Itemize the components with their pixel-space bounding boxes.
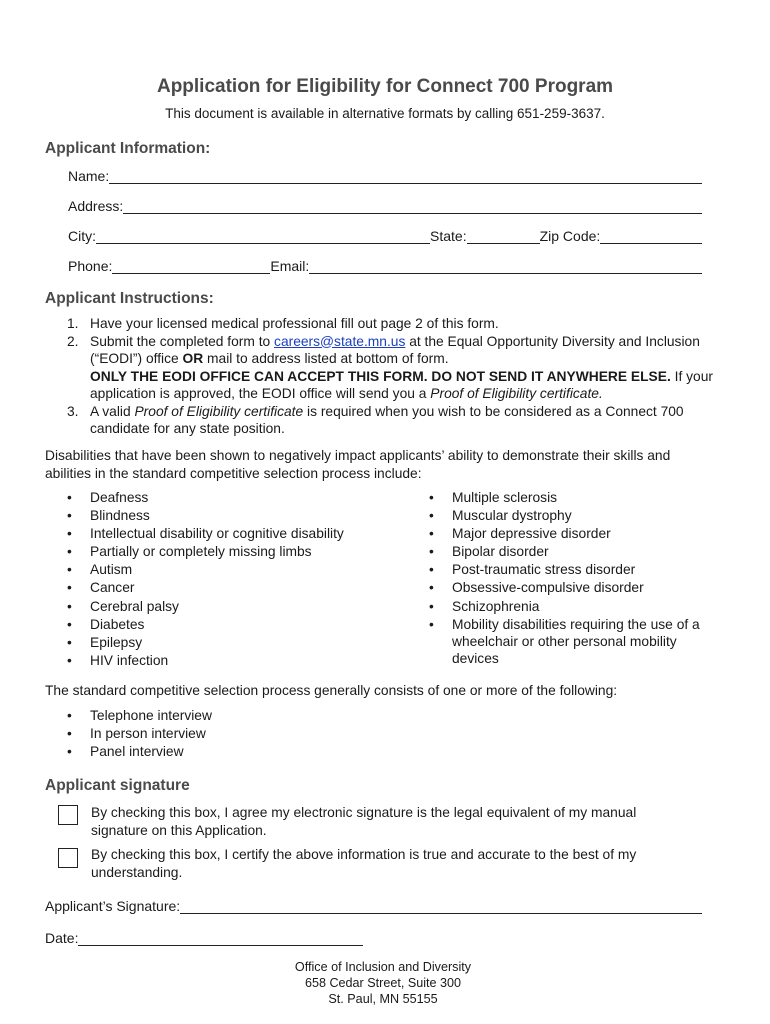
careers-email-link[interactable]: careers@state.mn.us <box>274 333 406 349</box>
instruction-text: is required when you wish to be considered as a Connect 700 candidate for any state position. <box>90 403 684 436</box>
footer-address <box>0 959 766 1007</box>
disabilities-list-left <box>67 489 407 670</box>
name-row <box>68 166 702 184</box>
list-item: • Diabetes <box>67 616 407 634</box>
email-field[interactable] <box>309 259 702 274</box>
bullet-icon: • <box>429 544 434 560</box>
name-field[interactable] <box>109 169 702 184</box>
bullet-icon: • <box>429 526 434 542</box>
footer-office: Office of Inclusion and Diversity <box>294 960 472 974</box>
instruction-number: 1. <box>67 316 79 331</box>
bullet-icon: • <box>67 744 72 760</box>
instruction-text: at the Equal Opportunity Diversity and Inclusion (“EODI”) office <box>90 333 700 366</box>
bullet-icon: • <box>67 652 72 668</box>
address-field[interactable] <box>123 199 702 214</box>
page-title: Application for Eligibility for Connect 700 Program <box>156 76 614 97</box>
footer-street: 658 Cedar Street, Suite 300 <box>304 976 462 990</box>
certificate-name: Proof of Eligibility certificate <box>134 403 304 419</box>
phone-label: Phone: <box>68 258 113 274</box>
name-label: Name: <box>68 168 110 184</box>
bullet-icon: • <box>429 580 434 596</box>
list-item: • Obsessive-compulsive disorder <box>429 579 724 597</box>
instruction-text: A valid <box>90 403 135 419</box>
esignature-consent-checkbox[interactable] <box>58 805 78 825</box>
instruction-text: If your application is approved, the EODI office will send you a <box>90 368 713 401</box>
list-item: • Major depressive disorder <box>429 525 724 543</box>
list-item: • Partially or completely missing limbs <box>67 543 407 561</box>
date-row <box>45 928 363 946</box>
bullet-icon: • <box>67 562 72 578</box>
disabilities-intro: Disabilities that have been shown to negatively impact applicants’ ability to demonstrate their skills and abilities in the standard competitive selection process include: <box>45 448 671 481</box>
signature-heading: Applicant signature <box>45 777 190 794</box>
signature-row <box>45 896 702 914</box>
zip-field[interactable] <box>600 229 702 244</box>
list-item: • Multiple sclerosis <box>429 489 724 507</box>
selection-intro: The standard competitive selection process generally consists of one or more of the following: <box>45 683 618 698</box>
instruction-text: Submit the completed form to <box>90 333 275 349</box>
accuracy-certify-text: By checking this box, I certify the above information is true and accurate to the best of my understanding. <box>91 847 637 880</box>
email-label: Email: <box>270 258 310 274</box>
bullet-icon: • <box>67 708 72 723</box>
bullet-icon: • <box>67 526 72 542</box>
applicant-info-heading: Applicant Information: <box>45 140 211 157</box>
eodi-warning: ONLY THE EODI OFFICE CAN ACCEPT THIS FORM. DO NOT SEND IT ANYWHERE ELSE. <box>90 368 671 384</box>
phone-field[interactable] <box>112 259 270 274</box>
date-label: Date: <box>45 930 79 946</box>
zip-label: Zip Code: <box>539 228 601 244</box>
list-item: • Telephone interview <box>67 707 367 725</box>
city-field[interactable] <box>96 229 430 244</box>
certificate-name: Proof of Eligibility certificate. <box>430 386 603 401</box>
instructions-list <box>67 315 722 438</box>
bullet-icon: • <box>429 490 434 505</box>
address-label: Address: <box>68 198 124 214</box>
state-field[interactable] <box>467 229 540 244</box>
selection-list <box>67 707 367 761</box>
list-item: • Schizophrenia <box>429 598 724 616</box>
list-item: • Mobility disabilities requiring the use of a wheelchair or other personal mobility devices <box>429 616 700 666</box>
signature-label: Applicant’s Signature: <box>45 898 181 914</box>
footer-city: St. Paul, MN 55155 <box>328 992 438 1006</box>
bullet-icon: • <box>429 562 434 578</box>
esignature-consent-text: By checking this box, I agree my electronic signature is the legal equivalent of my manual signature on this Application. <box>91 805 637 838</box>
instruction-text: Have your licensed medical professional fill out page 2 of this form. <box>90 316 499 331</box>
list-item: • Post-traumatic stress disorder <box>429 561 724 579</box>
list-item: • HIV infection <box>67 652 407 670</box>
list-item: • Autism <box>67 561 407 579</box>
disabilities-list-right <box>429 489 724 667</box>
list-item: • Epilepsy <box>67 634 407 652</box>
date-field[interactable] <box>78 931 363 946</box>
alt-formats-note: This document is available in alternative formats by calling 651-259-3637. <box>165 106 605 121</box>
bullet-icon: • <box>67 726 72 742</box>
state-label: State: <box>430 228 467 244</box>
instruction-item <box>67 333 722 403</box>
instruction-item <box>67 315 722 333</box>
list-item: • Muscular dystrophy <box>429 507 724 525</box>
accuracy-certify-checkbox[interactable] <box>58 848 78 868</box>
list-item: • Cancer <box>67 579 407 597</box>
phone-email-row <box>68 256 702 274</box>
city-label: City: <box>68 228 96 244</box>
address-row <box>68 196 702 214</box>
list-item: • Blindness <box>67 507 407 525</box>
list-item: • Bipolar disorder <box>429 543 724 561</box>
instruction-text: mail to address listed at bottom of form. <box>203 351 449 366</box>
bullet-icon: • <box>67 634 72 650</box>
city-state-zip-row <box>68 226 702 244</box>
bullet-icon: • <box>67 598 72 614</box>
bullet-icon: • <box>67 616 72 632</box>
instruction-item <box>67 403 722 438</box>
bullet-icon: • <box>429 616 434 632</box>
list-item: • Deafness <box>67 489 407 507</box>
list-item: • Cerebral palsy <box>67 598 407 616</box>
bullet-icon: • <box>429 598 434 614</box>
bullet-icon: • <box>429 508 434 524</box>
bullet-icon: • <box>67 490 72 505</box>
instruction-number: 3. <box>67 403 79 419</box>
instructions-heading: Applicant Instructions: <box>45 290 214 307</box>
bullet-icon: • <box>67 544 72 560</box>
list-item: • Panel interview <box>67 743 367 761</box>
list-item: • Intellectual disability or cognitive disability <box>67 525 407 543</box>
bullet-icon: • <box>67 580 72 596</box>
list-item: • In person interview <box>67 725 367 743</box>
signature-field[interactable] <box>180 899 702 914</box>
or-emphasis: OR <box>182 351 204 366</box>
bullet-icon: • <box>67 508 72 524</box>
instruction-number: 2. <box>67 333 79 349</box>
